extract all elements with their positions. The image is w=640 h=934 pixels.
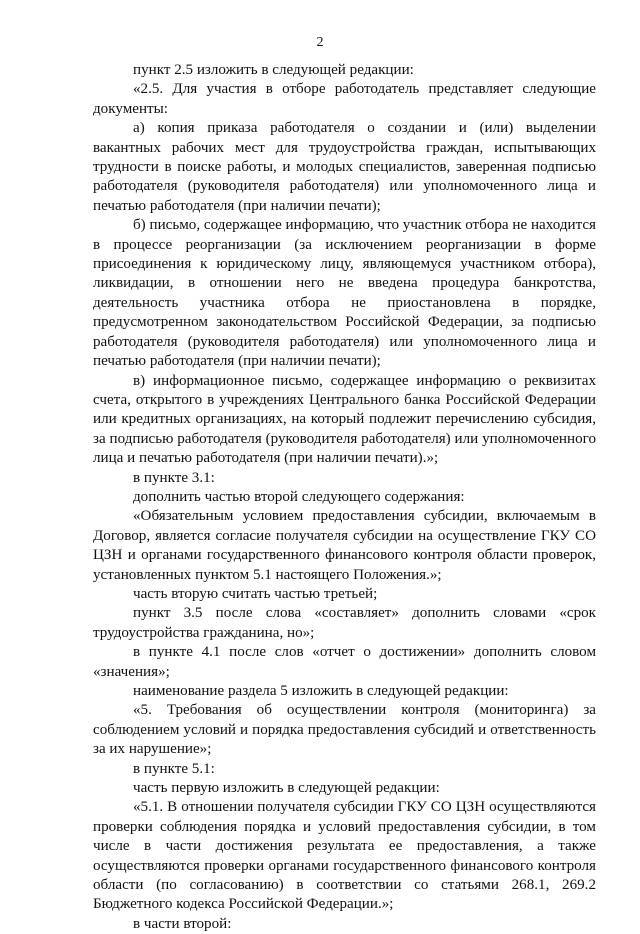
- paragraph: дополнить частью второй следующего содержания:: [133, 488, 465, 505]
- paragraph: пункт 3.5 после слова «составляет» дополнить словами «срок трудоустройства гражданина, но»;: [93, 605, 596, 641]
- paragraph: в пункте 3.1:: [133, 469, 215, 486]
- paragraph: наименование раздела 5 изложить в следующей редакции:: [133, 683, 509, 699]
- paragraph: часть первую изложить в следующей редакции:: [133, 780, 440, 797]
- paragraph: б) письмо, содержащее информацию, что участник отбора не находится в процессе реорганизации (за исключением реорганизации в форме присоединения к юридическому лицу, являющемуся участником отбора), ликвидации, в отношении него не введена процедура банкротства, деятельность участника отбора не приостановлена в порядке, предусмотренном законодательством Российской Федерации, за подписью работодателя (руководителя работодателя) или уполномоченного лица и печатью работодателя (при наличии печати);: [93, 217, 596, 370]
- paragraph: в пункте 4.1 после слов «отчет о достижении» дополнить словом «значения»;: [93, 644, 596, 680]
- paragraph: «Обязательным условием предоставления субсидии, включаемым в Договор, является согласие получателя субсидии на осуществление ГКУ СО ЦЗН и органами государственного финансового контроля области проверок, установленных пунктом 5.1 настоящего Положения.»;: [93, 508, 596, 583]
- paragraph: в пункте 5.1:: [133, 760, 215, 777]
- paragraph: а) копия приказа работодателя о создании и (или) выделении вакантных рабочих мест для трудоустройства граждан, испытывающих трудности в поиске работы, и молодых специалистов, заверенная подписью работодателя (руководителя работодателя) или уполномоченного лица и печатью работодателя (при наличии печати);: [93, 120, 596, 214]
- document-body: [93, 61, 596, 934]
- paragraph: «5. Требования об осуществлении контроля (мониторинга) за соблюдением условий и порядка предоставления субсидий и ответственность за их нарушение»;: [93, 702, 596, 758]
- paragraph: в) информационное письмо, содержащее информацию о реквизитах счета, открытого в учреждениях Центрального банка Российской Федерации или кредитных организациях, на который подлежит перечислению субсидия, за подписью работодателя (руководителя работодателя) или уполномоченного лица и печатью работодателя (при наличии печати).»;: [93, 372, 596, 467]
- paragraph: в части второй:: [133, 915, 232, 932]
- paragraph: часть вторую считать частью третьей;: [133, 585, 378, 602]
- paragraph: «2.5. Для участия в отборе работодатель представляет следующие документы:: [93, 81, 596, 117]
- page-number: 2: [316, 35, 324, 50]
- paragraph: «5.1. В отношении получателя субсидии ГКУ СО ЦЗН осуществляются проверки соблюдения порядка и условий предоставления субсидии, в том числе в части достижения результата ее предоставления, а также осуществляются проверки органами государственного финансового контроля области (по согласованию) в соответствии со статьями 268.1, 269.2 Бюджетного кодекса Российской Федерации.»;: [93, 799, 596, 913]
- paragraph: пункт 2.5 изложить в следующей редакции:: [133, 62, 414, 78]
